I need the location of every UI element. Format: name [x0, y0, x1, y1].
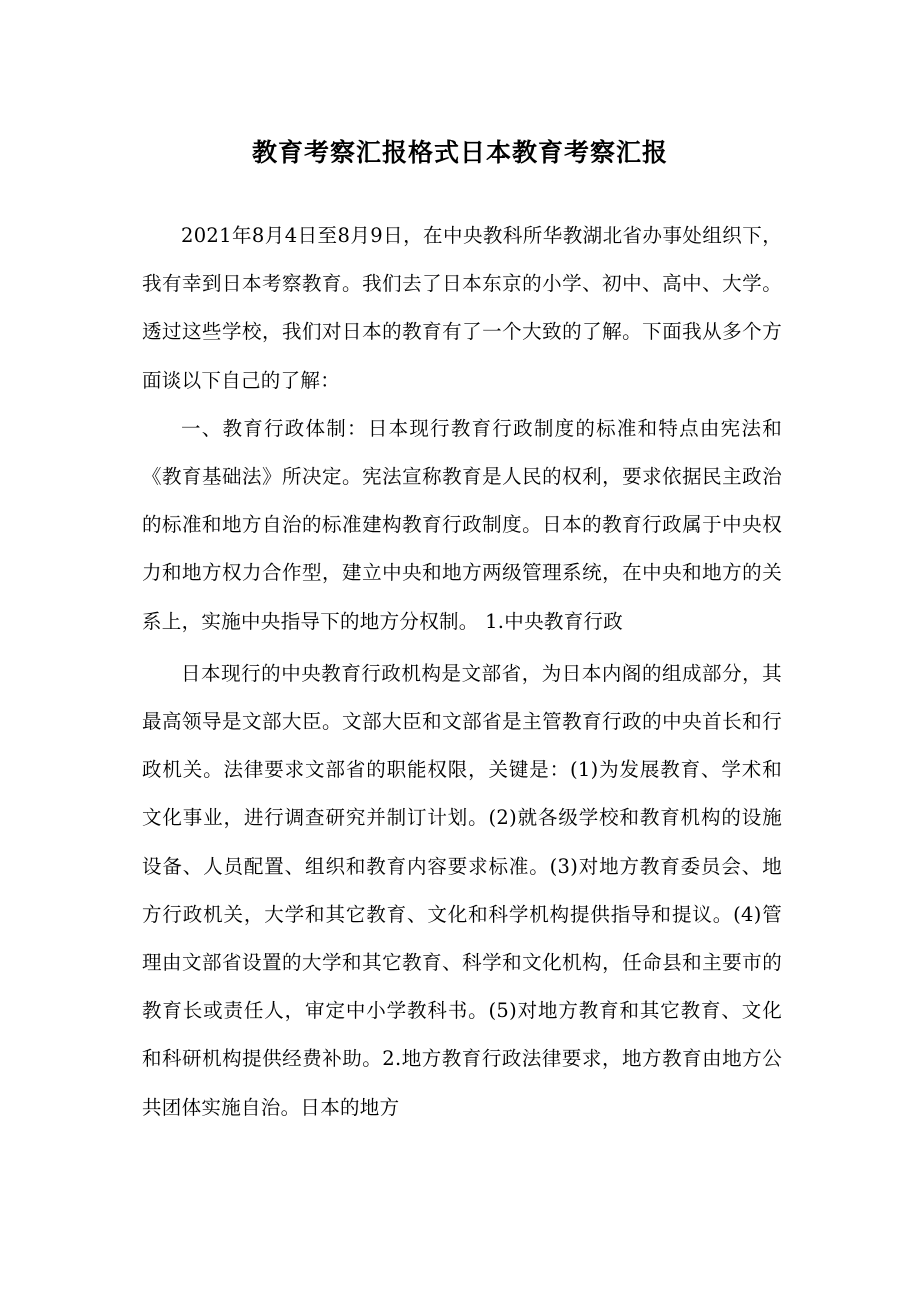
document-title: 教育考察汇报格式日本教育考察汇报	[251, 137, 668, 167]
paragraph-education-administration: 一、教育行政体制：日本现行教育行政制度的标准和特点由宪法和《教育基础法》所决定。宪法宣称教育是人民的权利，要求依据民主政治的标准和地方自治的标准建构教育行政制度。日本的教育行政属于中央权力和地方权力合作型，建立中央和地方两级管理系统，在中央和地方的关系上，实施中央指导下的地方分权制。 1.中央教育行政	[142, 416, 782, 633]
paragraph-central-administration: 日本现行的中央教育行政机构是文部省，为日本内阁的组成部分，其最高领导是文部大臣。文部大臣和文部省是主管教育行政的中央首长和行政机关。法律要求文部省的职能权限，关键是：(1)为发展教育、学术和文化事业，进行调查研究并制订计划。(2)就各级学校和教育机构的设施设备、人员配置、组织和教育内容要求标准。(3)对地方教育委员会、地方行政机关，大学和其它教育、文化和科学机构提供指导和提议。(4)管理由文部省设置的大学和其它教育、科学和文化机构，任命县和主要市的教育长或责任人，审定中小学教科书。(5)对地方教育和其它教育、文化和科研机构提供经费补助。2.地方教育行政法律要求，地方教育由地方公共团体实施自治。日本的地方	[142, 661, 782, 1119]
paragraph-intro: 2021年8月4日至8月9日，在中央教科所华教湖北省办事处组织下，我有幸到日本考察教育。我们去了日本东京的小学、初中、高中、大学。透过这些学校，我们对日本的教育有了一个大致的了解。下面我从多个方面谈以下自己的了解：	[142, 224, 782, 392]
document-body	[142, 212, 782, 1132]
